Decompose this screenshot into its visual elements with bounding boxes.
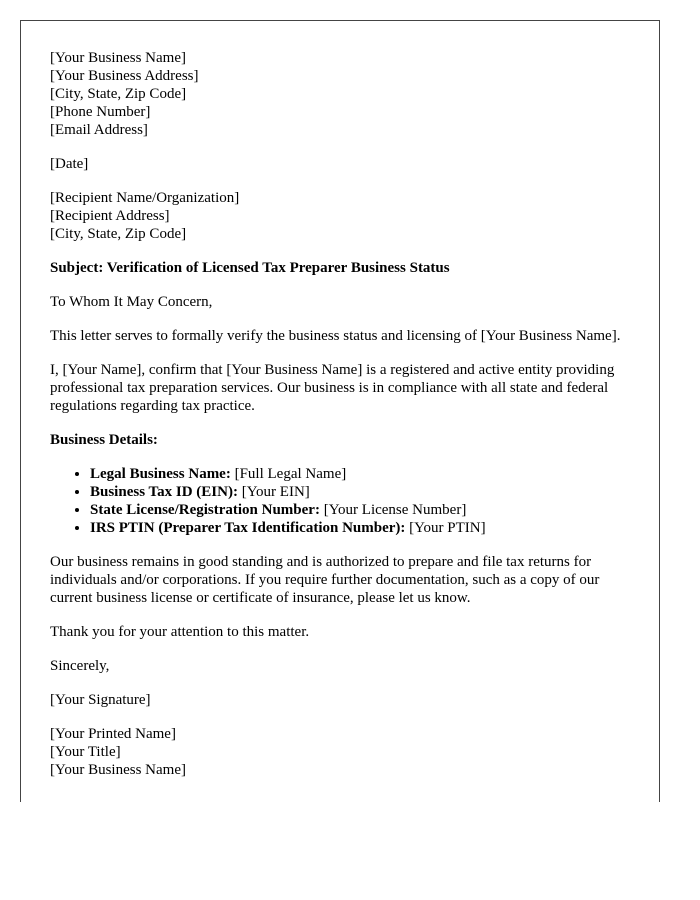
- recipient-block: [50, 189, 640, 243]
- detail-label: Legal Business Name:: [90, 466, 231, 482]
- letter-page: [20, 20, 660, 802]
- signoff-block: [50, 725, 640, 779]
- sender-email: [Email Address]: [50, 122, 148, 138]
- closing-line: Sincerely,: [50, 658, 110, 674]
- sender-address: [Your Business Address]: [50, 68, 199, 84]
- detail-value: [Your License Number]: [319, 502, 467, 518]
- detail-value: [Your EIN]: [237, 484, 310, 500]
- detail-label: State License/Registration Number:: [90, 502, 320, 518]
- recipient-address: [Recipient Address]: [50, 208, 170, 224]
- paragraph-verification: This letter serves to formally verify the business status and licensing of [Your Business Name].: [50, 328, 621, 344]
- details-heading: Business Details:: [50, 432, 158, 448]
- salutation: To Whom It May Concern,: [50, 294, 213, 310]
- detail-item-license-number: [90, 501, 640, 519]
- detail-item-legal-name: [90, 465, 640, 483]
- sender-city-state-zip: [City, State, Zip Code]: [50, 86, 187, 102]
- detail-item-ptin: [90, 519, 640, 537]
- detail-value: [Full Legal Name]: [230, 466, 347, 482]
- paragraph-confirmation: I, [Your Name], confirm that [Your Business Name] is a registered and active entity providing professional tax preparation services. Our business is in compliance with all state and federal regulations regarding tax practice.: [50, 362, 615, 414]
- thanks-line: Thank you for your attention to this matter.: [50, 624, 310, 640]
- recipient-city-state-zip: [City, State, Zip Code]: [50, 226, 187, 242]
- sender-name: [Your Business Name]: [50, 50, 186, 66]
- detail-item-tax-id: [90, 483, 640, 501]
- sender-phone: [Phone Number]: [50, 104, 151, 120]
- signoff-title: [Your Title]: [50, 744, 121, 760]
- signoff-business-name: [Your Business Name]: [50, 762, 186, 778]
- sender-block: [50, 49, 640, 139]
- letter-content: [50, 49, 640, 779]
- signoff-printed-name: [Your Printed Name]: [50, 726, 176, 742]
- detail-value: [Your PTIN]: [405, 520, 486, 536]
- detail-label: IRS PTIN (Preparer Tax Identification Number):: [90, 520, 406, 536]
- details-list: [50, 465, 640, 537]
- subject-line: Subject: Verification of Licensed Tax Preparer Business Status: [50, 260, 450, 276]
- recipient-name: [Recipient Name/Organization]: [50, 190, 240, 206]
- signature-line: [Your Signature]: [50, 692, 151, 708]
- letter-date: [Date]: [50, 156, 89, 172]
- paragraph-standing: Our business remains in good standing and is authorized to prepare and file tax returns for individuals and/or corporations. If you require further documentation, such as a copy of our current business license or certificate of insurance, please let us know.: [50, 554, 600, 606]
- detail-label: Business Tax ID (EIN):: [90, 484, 238, 500]
